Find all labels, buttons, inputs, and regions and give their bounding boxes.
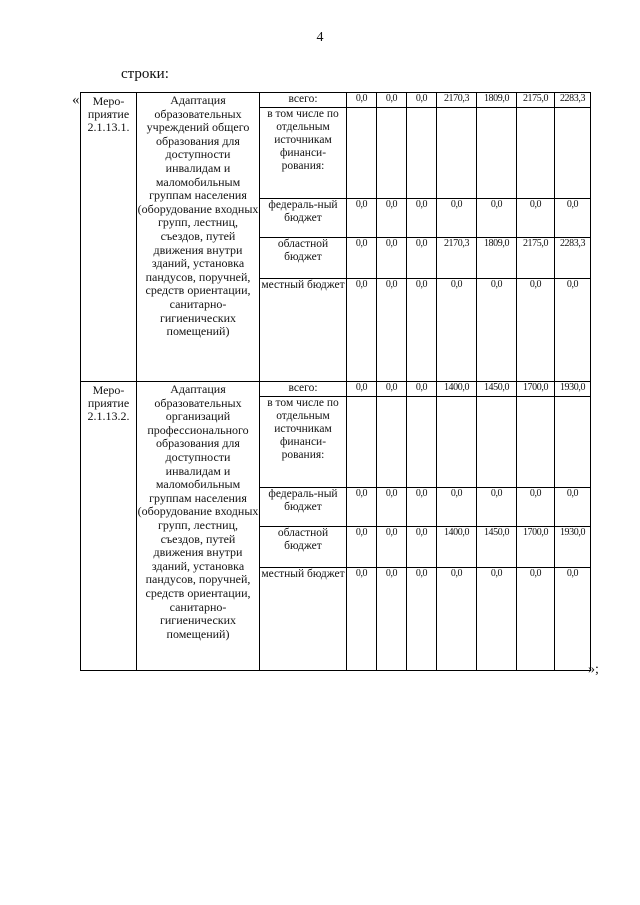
funding-value: 2170,3 [437,238,477,279]
funding-value: 0,0 [517,199,555,238]
funding-value: 1400,0 [437,382,477,397]
funding-value: 0,0 [377,527,407,568]
funding-value: 0,0 [407,568,437,671]
measure-description: Адаптация образовательных учреждений общего образования для доступности инвалидам и маломобильным группам населения (оборудование входных групп, лестниц, съездов, путей движения внутри зданий, установка пандусов, поручней, средств ориентации, санитарно-гигиенических помещений) [137,93,260,382]
funding-value: 1450,0 [477,382,517,397]
funding-value: 0,0 [377,199,407,238]
funding-value: 0,0 [407,238,437,279]
funding-source: федераль-ный бюджет [260,488,347,527]
funding-value: 0,0 [555,568,591,671]
funding-value: 1809,0 [477,93,517,108]
funding-value: 0,0 [377,568,407,671]
funding-value: 0,0 [407,382,437,397]
funding-value [477,397,517,488]
funding-value [407,108,437,199]
funding-value: 0,0 [407,527,437,568]
funding-value: 0,0 [555,199,591,238]
funding-value [517,397,555,488]
funding-value: 0,0 [437,488,477,527]
funding-value: 2175,0 [517,238,555,279]
funding-value: 0,0 [437,568,477,671]
funding-value: 2283,3 [555,93,591,108]
funding-value: 0,0 [377,279,407,382]
funding-value: 0,0 [377,238,407,279]
funding-source: в том числе по отдельным источникам финанси-рования: [260,108,347,199]
opening-quote: « [72,92,80,108]
funding-value: 0,0 [477,568,517,671]
funding-value: 0,0 [477,279,517,382]
funding-value: 0,0 [407,199,437,238]
funding-value: 0,0 [407,279,437,382]
measure-description: Адаптация образовательных организаций профессионального образования для доступности инвалидам и маломобильным группам населения (оборудование входных групп, лестниц, съездов, путей движения внутри зданий, установка пандусов, поручней, средств ориентации, санитарно-гигиенических помещений) [137,382,260,671]
funding-value: 0,0 [555,279,591,382]
funding-value: 0,0 [347,238,377,279]
table-row [81,93,591,108]
funding-value: 1809,0 [477,238,517,279]
funding-value: 0,0 [517,568,555,671]
funding-value: 0,0 [347,93,377,108]
closing-quote: »; [588,662,599,677]
funding-value: 0,0 [517,279,555,382]
funding-value: 0,0 [377,382,407,397]
funding-value: 0,0 [437,279,477,382]
funding-value: 2283,3 [555,238,591,279]
page-number: 4 [316,30,324,45]
funding-value: 2175,0 [517,93,555,108]
table-row [81,382,591,397]
funding-source: всего: [260,93,347,108]
funding-value [477,108,517,199]
funding-value: 0,0 [555,488,591,527]
funding-value: 0,0 [437,199,477,238]
funding-value: 1400,0 [437,527,477,568]
funding-value [407,397,437,488]
funding-value: 0,0 [347,382,377,397]
funding-value [517,108,555,199]
funding-value: 0,0 [347,568,377,671]
funding-value [437,108,477,199]
funding-value: 0,0 [407,93,437,108]
funding-value [555,397,591,488]
section-heading: строки: [121,66,169,82]
funding-value [377,108,407,199]
funding-value: 0,0 [347,279,377,382]
funding-source: всего: [260,382,347,397]
funding-value: 1930,0 [555,382,591,397]
funding-source: местный бюджет [260,279,347,382]
funding-value: 0,0 [347,488,377,527]
funding-value [437,397,477,488]
funding-value: 0,0 [477,488,517,527]
funding-value [555,108,591,199]
funding-value: 0,0 [477,199,517,238]
funding-value [377,397,407,488]
measure-label: Меро-приятие 2.1.13.1. [81,93,137,382]
funding-table [80,92,591,671]
funding-value: 2170,3 [437,93,477,108]
funding-value: 0,0 [347,199,377,238]
funding-value: 1700,0 [517,382,555,397]
funding-value: 0,0 [407,488,437,527]
measure-label: Меро-приятие 2.1.13.2. [81,382,137,671]
funding-value [347,108,377,199]
funding-value: 0,0 [377,488,407,527]
funding-source: местный бюджет [260,568,347,671]
funding-value: 0,0 [347,527,377,568]
funding-source: областной бюджет [260,527,347,568]
funding-value: 1930,0 [555,527,591,568]
funding-value: 0,0 [517,488,555,527]
funding-value: 1700,0 [517,527,555,568]
funding-source: в том числе по отдельным источникам финанси-рования: [260,397,347,488]
funding-source: федераль-ный бюджет [260,199,347,238]
funding-value: 1450,0 [477,527,517,568]
funding-value: 0,0 [377,93,407,108]
funding-source: областной бюджет [260,238,347,279]
funding-value [347,397,377,488]
